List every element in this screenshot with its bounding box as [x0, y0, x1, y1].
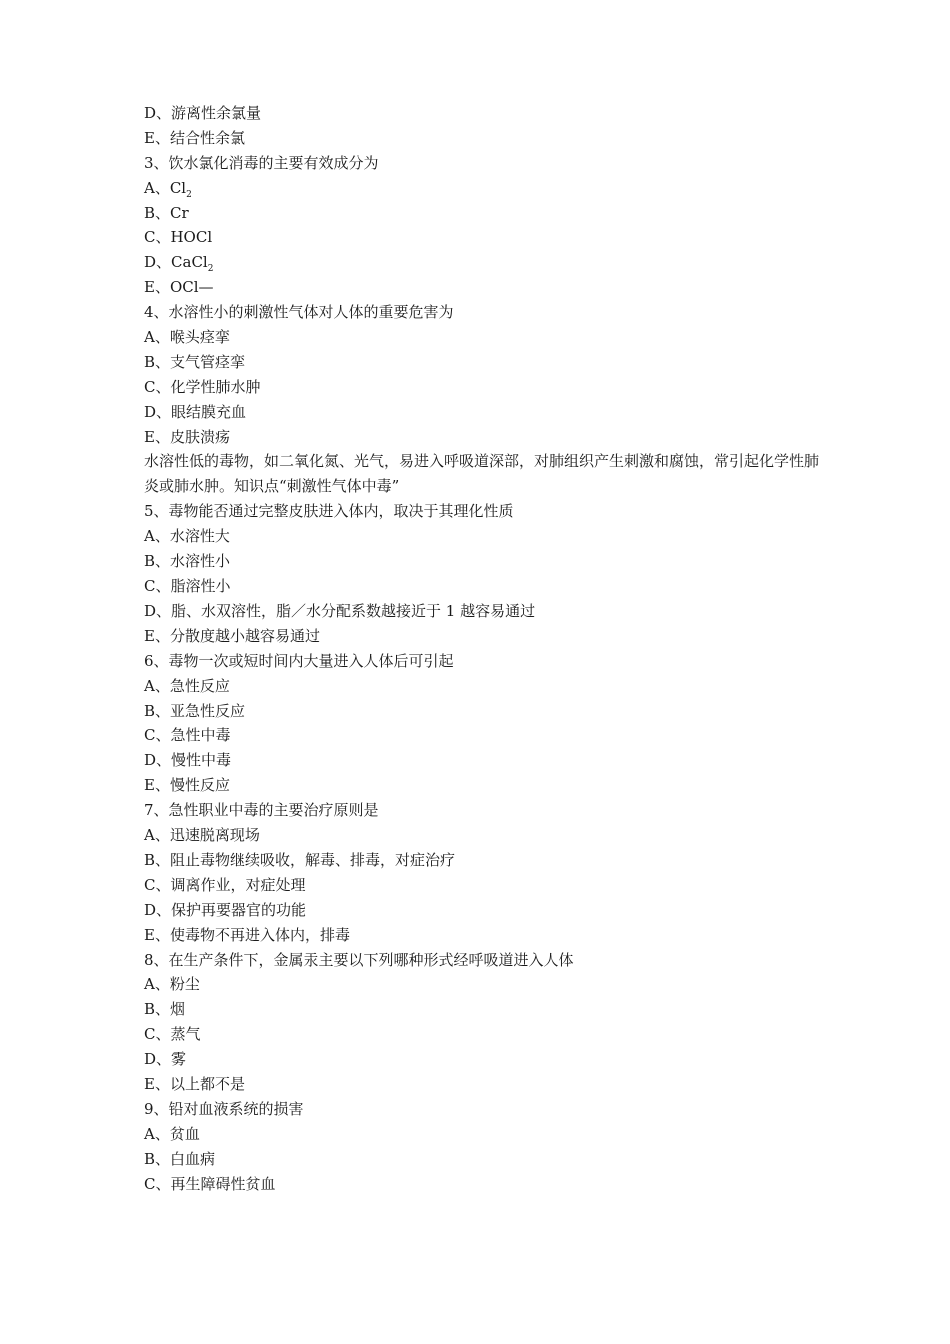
line-text: D、CaCl — [144, 253, 208, 272]
document-text — [144, 101, 824, 1196]
text-line — [144, 773, 824, 798]
text-line — [144, 375, 824, 400]
line-text: E、皮肤溃疡 — [144, 427, 230, 446]
text-line — [144, 425, 824, 450]
line-text: A、Cl — [144, 178, 187, 197]
line-text: E、分散度越小越容易通过 — [144, 626, 320, 645]
text-line — [144, 599, 824, 624]
subscript: 2 — [207, 264, 214, 275]
line-text: E、以上都不是 — [144, 1074, 245, 1093]
text-line — [144, 1172, 824, 1197]
line-text: A、粉尘 — [144, 975, 200, 994]
line-text: A、水溶性大 — [144, 527, 230, 546]
line-text: D、游离性余氯量 — [144, 104, 262, 122]
text-line — [144, 126, 824, 151]
text-line — [144, 723, 824, 748]
text-line — [144, 176, 824, 201]
text-line — [144, 499, 824, 524]
text-line — [144, 1022, 824, 1047]
line-text: 9、铅对血液系统的损害 — [144, 1099, 304, 1118]
text-line — [144, 201, 824, 226]
text-line — [144, 151, 824, 176]
text-line — [144, 873, 824, 898]
text-line — [144, 972, 824, 997]
text-line — [144, 674, 824, 699]
line-text: C、急性中毒 — [144, 726, 231, 745]
text-line — [144, 923, 824, 948]
text-line — [144, 624, 824, 649]
text-line — [144, 400, 824, 425]
text-line — [144, 1072, 824, 1097]
line-text: D、雾 — [144, 1050, 187, 1069]
text-line — [144, 574, 824, 599]
line-text: B、阻止毒物继续吸收，解毒、排毒，对症治疗 — [144, 850, 456, 869]
explanation-paragraph — [144, 449, 824, 499]
text-line — [144, 1097, 824, 1122]
text-line — [144, 549, 824, 574]
text-line — [144, 1047, 824, 1072]
line-text: B、支气管痉挛 — [144, 352, 246, 371]
line-text: B、白血病 — [144, 1149, 216, 1168]
text-line — [144, 524, 824, 549]
text-line — [144, 699, 824, 724]
line-text: D、脂、水双溶性，脂／水分配系数越接近于 1 越容易通过 — [144, 602, 536, 621]
text-line — [144, 1147, 824, 1172]
line-text: B、烟 — [144, 1000, 186, 1019]
text-line — [144, 997, 824, 1022]
text-line — [144, 798, 824, 823]
line-text: E、使毒物不再进入体内，排毒 — [144, 925, 350, 944]
line-text: 6、毒物一次或短时间内大量进入人体后可引起 — [144, 651, 454, 670]
line-text: C、HOCl — [144, 228, 213, 247]
line-text: C、蒸气 — [144, 1025, 201, 1044]
line-text: B、Cr — [144, 203, 189, 222]
line-text: C、化学性肺水肿 — [144, 377, 261, 396]
line-text: 7、急性职业中毒的主要治疗原则是 — [144, 801, 379, 820]
text-line — [144, 101, 824, 126]
line-text: A、迅速脱离现场 — [144, 826, 260, 845]
line-text: D、保护再要器官的功能 — [144, 900, 307, 919]
text-line — [144, 748, 824, 773]
text-line — [144, 848, 824, 873]
line-text: B、亚急性反应 — [144, 701, 246, 720]
text-line — [144, 898, 824, 923]
line-text: C、调离作业，对症处理 — [144, 875, 306, 894]
text-line — [144, 350, 824, 375]
text-line — [144, 250, 824, 275]
line-text: 5、毒物能否通过完整皮肤进入体内，取决于其理化性质 — [144, 502, 514, 521]
line-text: 水溶性低的毒物，如二氧化氮、光气，易进入呼吸道深部，对肺组织产生刺激和腐蚀，常引起化学性肺炎或肺水肿。知识点“刺激性气体中毒” — [144, 452, 820, 496]
line-text: A、急性反应 — [144, 676, 230, 695]
line-text: 4、水溶性小的刺激性气体对人体的重要危害为 — [144, 303, 454, 322]
text-line — [144, 948, 824, 973]
line-text: D、眼结膜充血 — [144, 402, 247, 421]
text-line — [144, 325, 824, 350]
line-text: E、慢性反应 — [144, 776, 230, 795]
text-line — [144, 225, 824, 250]
line-text: 3、饮水氯化消毒的主要有效成分为 — [144, 153, 379, 172]
line-text: E、结合性余氯 — [144, 128, 245, 147]
subscript: 2 — [186, 189, 192, 200]
text-line — [144, 300, 824, 325]
text-line — [144, 823, 824, 848]
line-text: A、贫血 — [144, 1124, 200, 1143]
text-line — [144, 649, 824, 674]
line-text: A、喉头痉挛 — [144, 328, 230, 347]
text-line — [144, 1122, 824, 1147]
line-text: 8、在生产条件下，金属汞主要以下列哪种形式经呼吸道进入人体 — [144, 950, 574, 969]
line-text: C、脂溶性小 — [144, 577, 231, 596]
line-text: C、再生障碍性贫血 — [144, 1174, 276, 1193]
line-text: E、OCl— — [144, 278, 214, 297]
line-text: B、水溶性小 — [144, 552, 231, 571]
text-line — [144, 275, 824, 300]
line-text: D、慢性中毒 — [144, 751, 232, 770]
